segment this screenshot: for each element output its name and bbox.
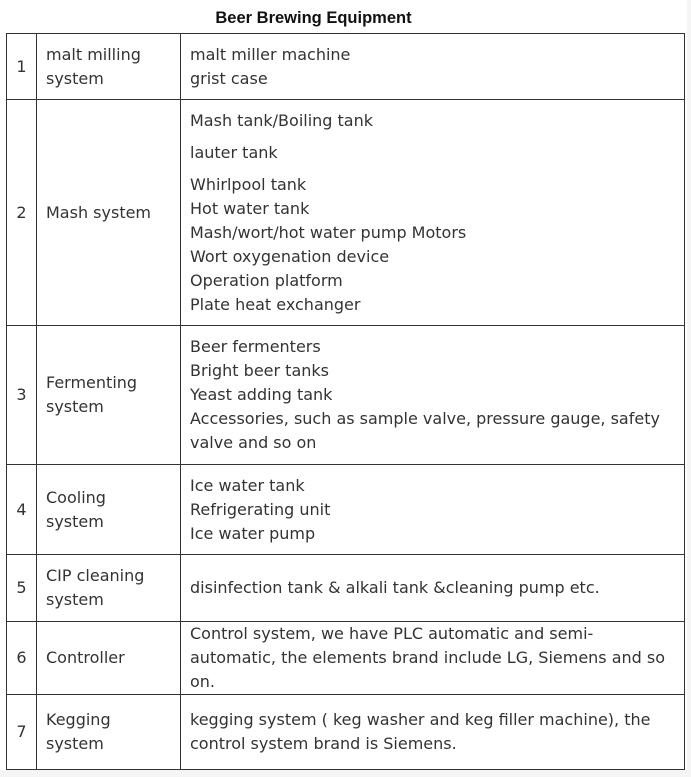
equipment-items-cell bbox=[181, 695, 685, 770]
row-number: 4 bbox=[7, 465, 37, 555]
table-row bbox=[7, 555, 685, 622]
equipment-item: Hot water tank bbox=[190, 198, 310, 218]
system-name-cell bbox=[37, 622, 181, 695]
equipment-item: Whirlpool tank bbox=[190, 174, 307, 194]
system-name-line: Cooling bbox=[46, 487, 106, 507]
equipment-item: Wort oxygenation device bbox=[190, 246, 390, 266]
equipment-item: lauter tank bbox=[190, 142, 278, 162]
equipment-item: Control system, we have PLC automatic and semi-automatic, the elements brand include LG, Siemens and so on. bbox=[190, 624, 666, 691]
equipment-item: malt miller machine bbox=[190, 44, 351, 64]
row-number: 7 bbox=[7, 695, 37, 770]
system-name-line: malt milling bbox=[46, 44, 141, 64]
row-number: 2 bbox=[7, 100, 37, 326]
system-name-cell bbox=[37, 555, 181, 622]
equipment-item: Plate heat exchanger bbox=[190, 294, 361, 314]
system-name-line: Fermenting bbox=[46, 373, 138, 392]
equipment-item: Accessories, such as sample valve, pressure gauge, safety valve and so on bbox=[190, 409, 660, 452]
equipment-items-cell bbox=[181, 622, 685, 695]
equipment-items-cell bbox=[181, 100, 685, 326]
row-number: 3 bbox=[7, 326, 37, 465]
equipment-table bbox=[6, 33, 685, 770]
table-row bbox=[7, 34, 685, 100]
equipment-item: kegging system ( keg washer and keg filler machine), the control system brand is Siemens. bbox=[190, 710, 651, 753]
system-name-line: CIP cleaning bbox=[46, 566, 145, 585]
system-name-line: system bbox=[46, 511, 104, 531]
equipment-item: Refrigerating unit bbox=[190, 499, 331, 519]
system-name-cell bbox=[37, 34, 181, 100]
equipment-item: grist case bbox=[190, 68, 268, 88]
system-name-line: system bbox=[46, 397, 104, 416]
system-name-line: system bbox=[46, 68, 104, 88]
system-name-line: Controller bbox=[46, 648, 125, 667]
table-row bbox=[7, 326, 685, 465]
equipment-item: Operation platform bbox=[190, 270, 343, 290]
system-name-line: Kegging bbox=[46, 710, 111, 729]
table-row bbox=[7, 465, 685, 555]
row-number: 1 bbox=[7, 34, 37, 100]
table-row bbox=[7, 100, 685, 326]
system-name-cell bbox=[37, 465, 181, 555]
system-name-line: system bbox=[46, 590, 104, 609]
row-number: 5 bbox=[7, 555, 37, 622]
equipment-items-cell bbox=[181, 465, 685, 555]
table-row bbox=[7, 695, 685, 770]
equipment-item: disinfection tank & alkali tank &cleaning pump etc. bbox=[190, 578, 600, 597]
system-name-line: Mash system bbox=[46, 202, 152, 222]
equipment-item: Mash tank/Boiling tank bbox=[190, 110, 374, 130]
row-number: 6 bbox=[7, 622, 37, 695]
table-row bbox=[7, 622, 685, 695]
equipment-item: Beer fermenters bbox=[190, 337, 321, 356]
equipment-items-cell bbox=[181, 555, 685, 622]
equipment-item: Bright beer tanks bbox=[190, 361, 329, 380]
equipment-item: Mash/wort/hot water pump Motors bbox=[190, 222, 467, 242]
equipment-item: Ice water pump bbox=[190, 523, 316, 543]
table-title: Beer Brewing Equipment bbox=[215, 9, 412, 27]
system-name-cell bbox=[37, 695, 181, 770]
equipment-item: Ice water tank bbox=[190, 475, 305, 495]
system-name-line: system bbox=[46, 734, 104, 753]
system-name-cell bbox=[37, 100, 181, 326]
equipment-items-cell bbox=[181, 34, 685, 100]
equipment-items-cell bbox=[181, 326, 685, 465]
equipment-item: Yeast adding tank bbox=[190, 385, 333, 404]
system-name-cell bbox=[37, 326, 181, 465]
